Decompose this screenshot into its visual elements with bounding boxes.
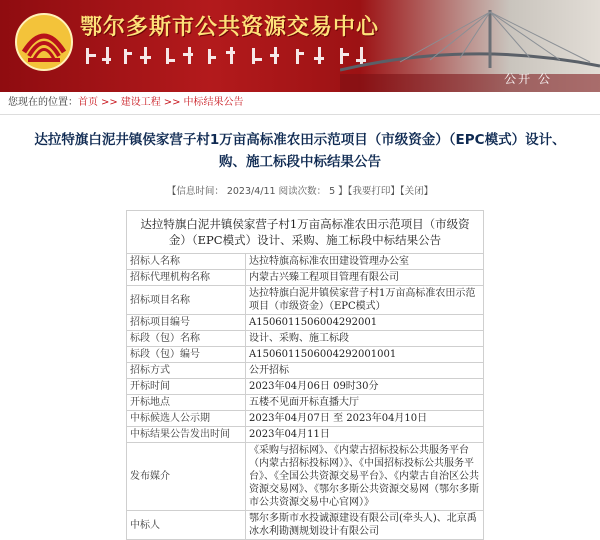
- breadcrumb-separator: >>: [101, 97, 118, 108]
- breadcrumb-separator: >>: [163, 97, 181, 108]
- row-label: 中标人: [127, 511, 246, 540]
- bridge-illustration: [340, 0, 600, 92]
- row-label: 发布媒介: [127, 443, 246, 511]
- table-row: [127, 347, 484, 363]
- table-row: [127, 363, 484, 379]
- breadcrumb-construction-link[interactable]: 建设工程: [120, 97, 161, 108]
- breadcrumb-prefix: 您现在的位置：: [8, 97, 78, 108]
- row-value: A1506011506004292001: [246, 315, 484, 331]
- table-caption: 达拉特旗白泥井镇侯家营子村1万亩高标准农田示范项目（市级资金）（EPC模式）设计、采购、施工标段中标结果公告: [127, 211, 484, 254]
- page-title: 达拉特旗白泥井镇侯家营子村1万亩高标准农田示范项目（市级资金）（EPC模式）设计、购、施工标段中标结果公告: [34, 132, 566, 170]
- row-label: 招标人名称: [127, 254, 246, 270]
- row-value: 达拉特旗高标准农田建设管理办公室: [246, 254, 484, 270]
- row-label: 招标代理机构名称: [127, 270, 246, 286]
- row-value: A1506011506004292001001: [246, 347, 484, 363]
- row-value: 设计、采购、施工标段: [246, 331, 484, 347]
- table-row: [127, 315, 484, 331]
- row-label: 开标地点: [127, 395, 246, 411]
- row-value: 《采购与招标网》、《内蒙古招标投标公共服务平台（内蒙古招标投标网）》、《中国招标投标公共服务平台》、《全国公共资源交易平台》、《内蒙古自治区公共资源交易网》、《鄂尔多斯公共资源交易网（鄂尔多斯市公共资源交易中心官网）》: [246, 443, 484, 511]
- table-row: [127, 411, 484, 427]
- row-label: 中标结果公告发出时间: [127, 427, 246, 443]
- table-row: [127, 270, 484, 286]
- row-label: 标段（包）编号: [127, 347, 246, 363]
- row-value: 达拉特旗白泥井镇侯家营子村1万亩高标准农田示范项目（市级资金）（EPC模式）: [246, 286, 484, 315]
- row-value: 2023年04月07日 至 2023年04月10日: [246, 411, 484, 427]
- row-label: 招标方式: [127, 363, 246, 379]
- row-value: 鄂尔多斯市水投诚源建设有限公司(牵头人)、北京禹冰水利勘测规划设计有限公司: [246, 511, 484, 540]
- table-row: [127, 511, 484, 540]
- table-row: [127, 427, 484, 443]
- breadcrumb: [0, 92, 600, 115]
- table-row: [127, 331, 484, 347]
- breadcrumb-result-link[interactable]: 中标结果公告: [183, 97, 244, 108]
- table-row: [127, 286, 484, 315]
- header-banner: [0, 0, 600, 92]
- article-meta: 【信息时间： 2023/4/11 阅读次数： 5 】【我要打印】【关闭】: [166, 186, 434, 197]
- row-value: 公开招标: [246, 363, 484, 379]
- row-label: 开标时间: [127, 379, 246, 395]
- site-logo-icon: [14, 12, 74, 72]
- table-caption-row: [127, 211, 484, 254]
- row-value: 2023年04月11日: [246, 427, 484, 443]
- table-row: [127, 443, 484, 511]
- site-slogan: 公开 公: [504, 72, 552, 86]
- result-table: [126, 210, 484, 540]
- site-title: 鄂尔多斯市公共资源交易中心: [80, 15, 380, 40]
- row-label: 招标项目名称: [127, 286, 246, 315]
- mongolian-script-icon: [84, 44, 374, 66]
- table-row: [127, 379, 484, 395]
- row-label: 中标候选人公示期: [127, 411, 246, 427]
- row-label: 标段（包）名称: [127, 331, 246, 347]
- row-label: 招标项目编号: [127, 315, 246, 331]
- row-value: 五楼不见面开标直播大厅: [246, 395, 484, 411]
- row-value: 2023年04月06日 09时30分: [246, 379, 484, 395]
- table-row: [127, 395, 484, 411]
- table-row: [127, 254, 484, 270]
- breadcrumb-home-link[interactable]: 首页: [78, 97, 98, 108]
- row-value: 内蒙古兴臻工程项目管理有限公司: [246, 270, 484, 286]
